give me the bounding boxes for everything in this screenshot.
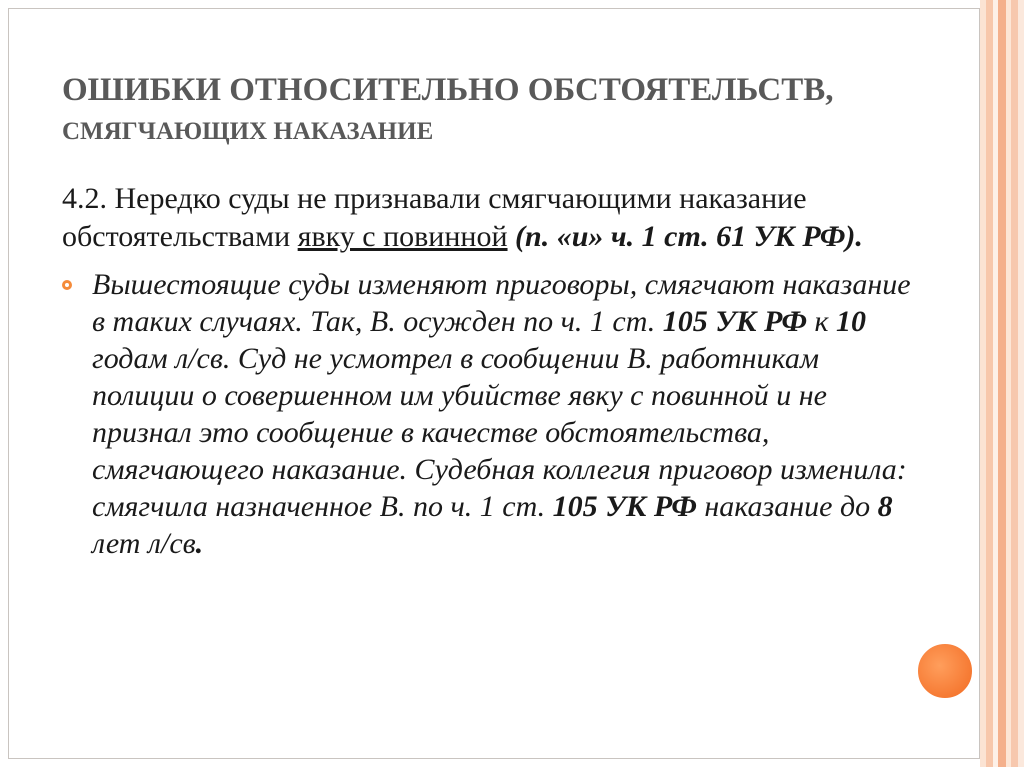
slide-content (62, 180, 912, 562)
bullet-item (62, 266, 912, 562)
bullet-bold-4: 8 (877, 490, 893, 523)
bullet-text-1: Вышестоящие суды изменяют приговоры, смягчают наказание в таких случаях. Так, В. осужден по ч. 1 ст. (92, 268, 911, 338)
bullet-bold-2: 10 (836, 305, 867, 338)
bullet-text-5: лет л/св (92, 527, 196, 560)
lead-underlined-text: явку с повинной (297, 220, 508, 253)
decorative-orange-circle (914, 640, 976, 702)
bullet-marker-icon (62, 280, 72, 290)
bullet-bold-3: 105 УК РФ (552, 490, 697, 523)
bullet-bold-1: 105 УК РФ (662, 305, 807, 338)
lead-space (508, 220, 516, 253)
bullet-text-3: годам л/св. Суд не усмотрел в сообщении В. работникам полиции о совершенном им убийстве явку с повинной и не признал это сообщение в качестве обстоятельства, смягчающего наказание. Судебная коллегия приговор изменила: смягчила назначенное В. по ч. 1 ст. (92, 342, 907, 523)
bullet-bold-5: . (195, 527, 204, 560)
lead-text: 4.2. Нередко суды не признавали смягчающими наказание обстоятельствами (62, 182, 807, 253)
title-line-2: СМЯГЧАЮЩИХ НАКАЗАНИЕ (62, 118, 434, 145)
decorative-stripes (980, 0, 1024, 767)
lead-paragraph (62, 180, 912, 256)
lead-citation: (п. «и» ч. 1 ст. 61 УК РФ). (515, 220, 863, 253)
title-line-1: ОШИБКИ ОТНОСИТЕЛЬНО ОБСТОЯТЕЛЬСТВ, (62, 72, 834, 108)
bullet-text-2: к (806, 305, 837, 338)
slide-title (62, 74, 922, 144)
bullet-text-4: наказание до (696, 490, 878, 523)
